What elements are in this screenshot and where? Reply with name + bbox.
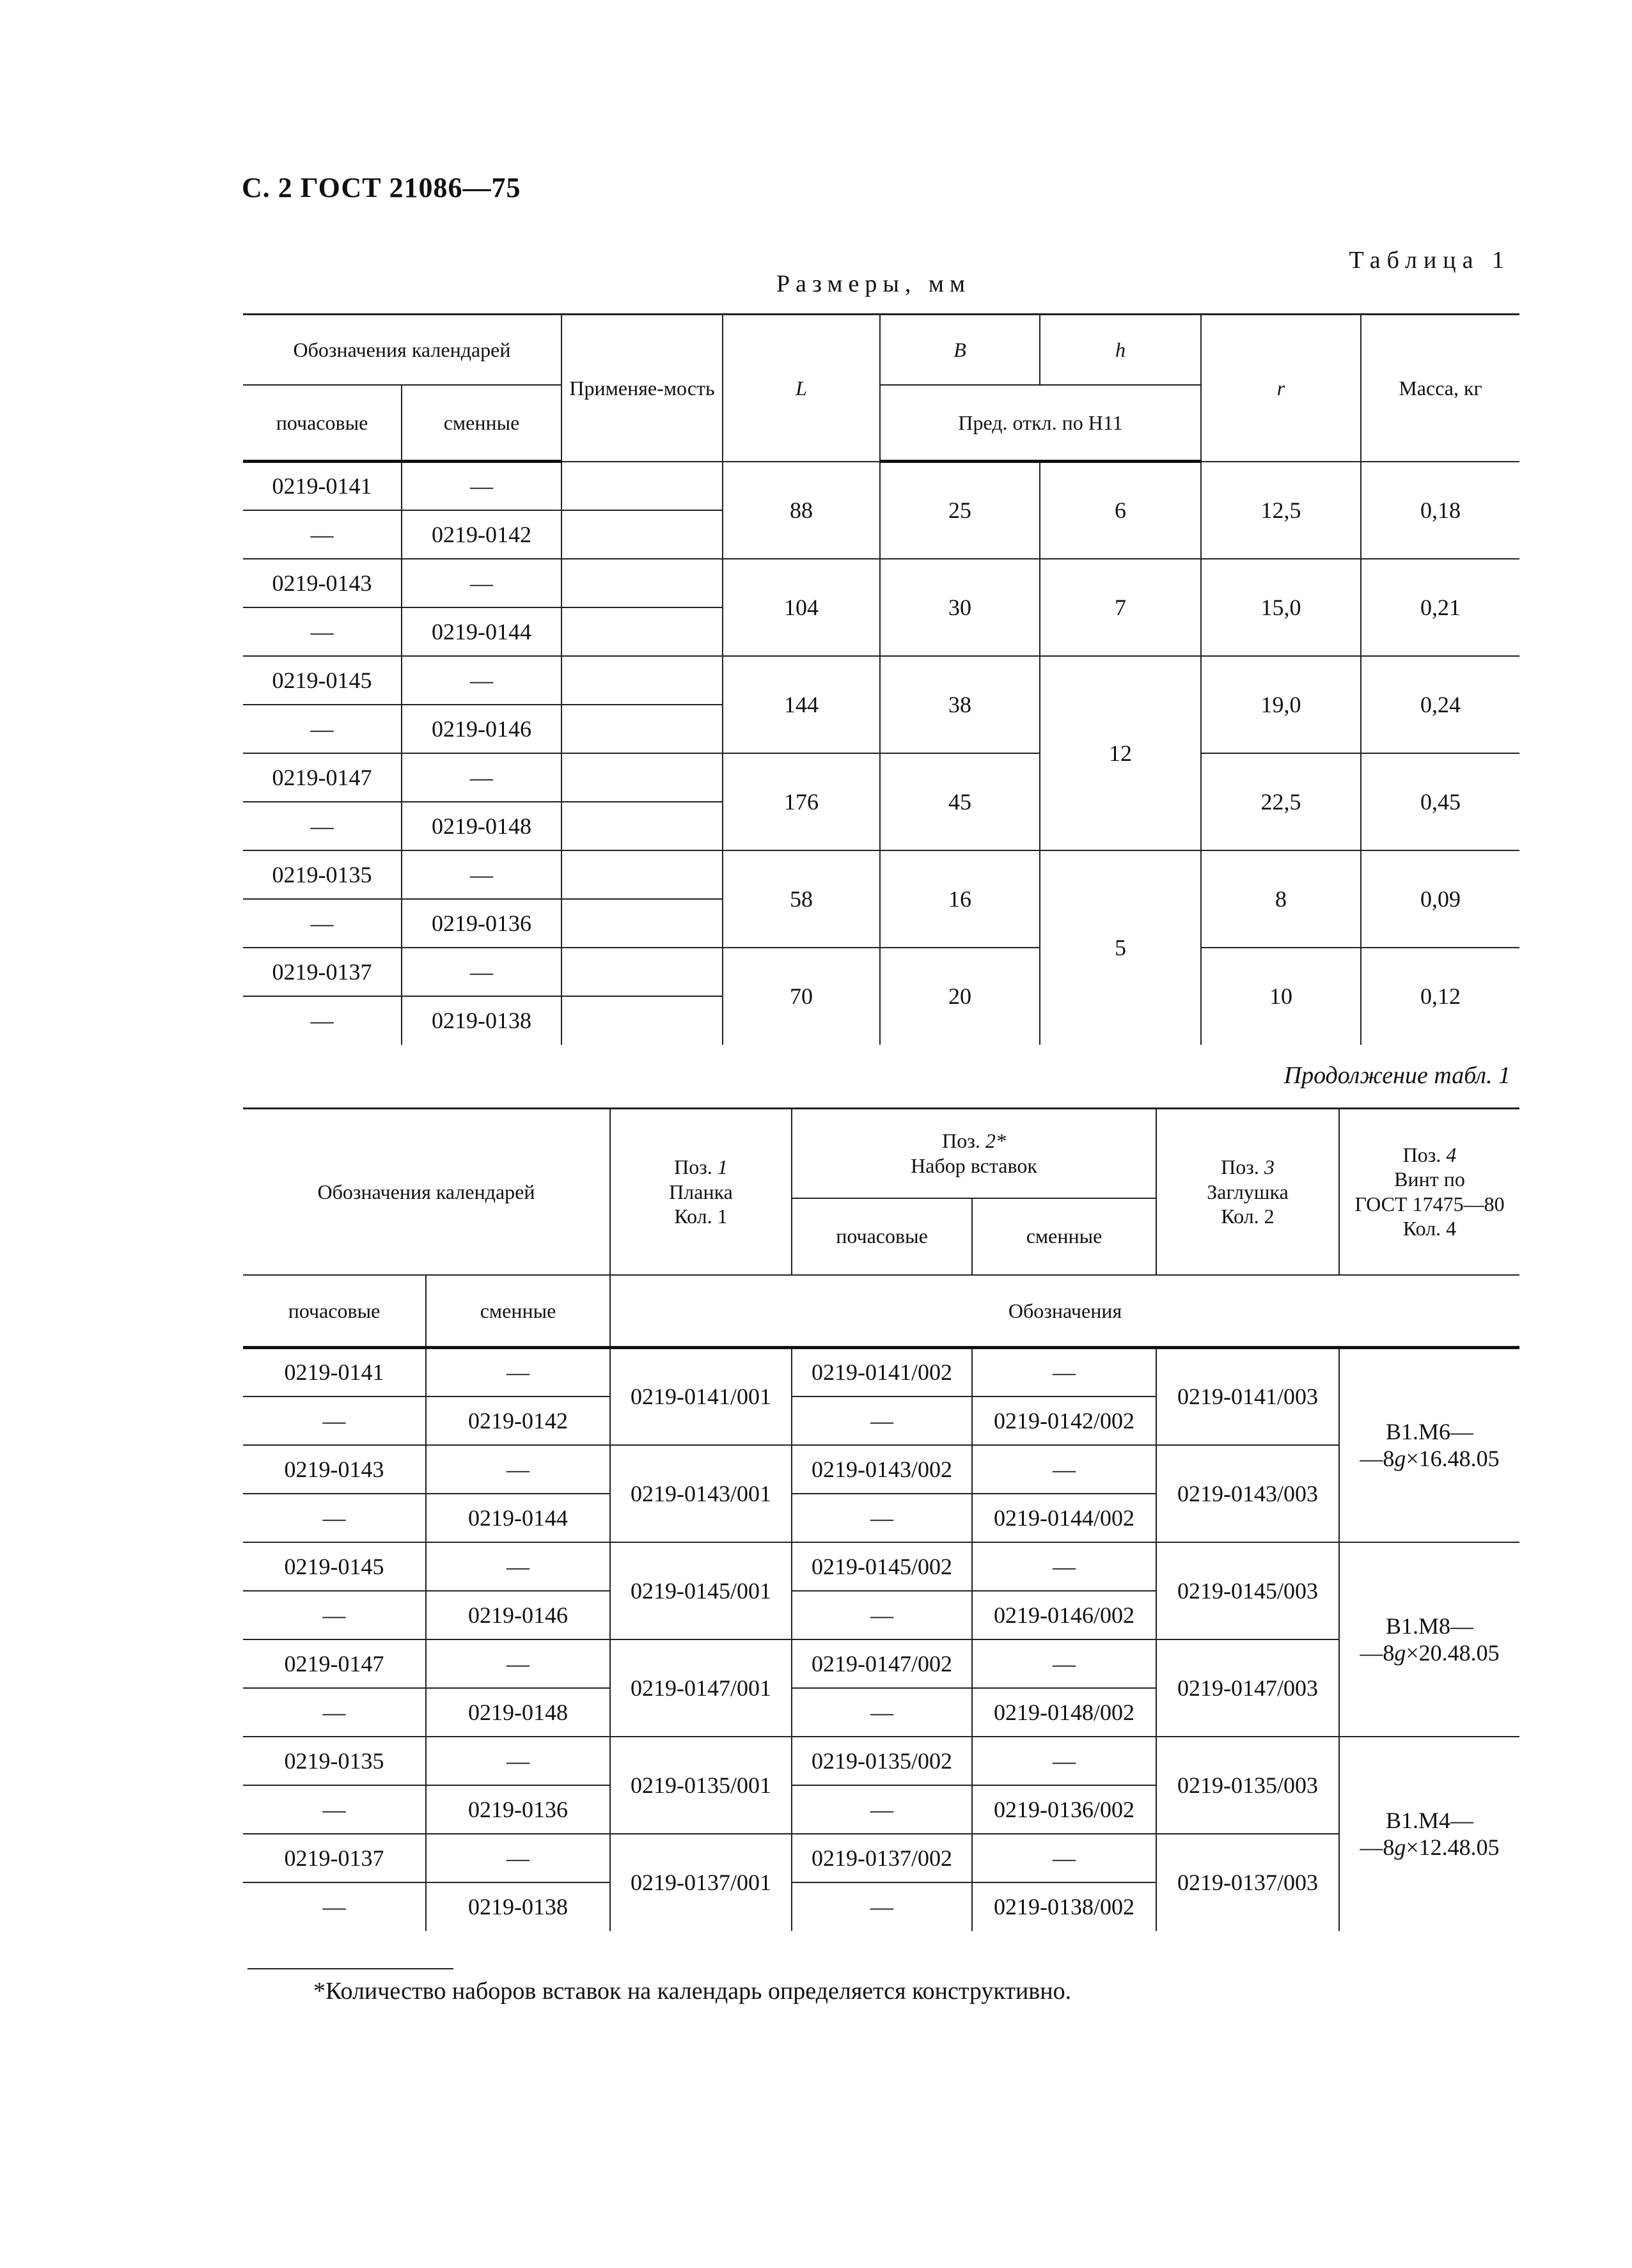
header-pos3 — [1156, 1109, 1339, 1275]
page-header: С. 2 ГОСТ 21086—75 — [242, 172, 521, 203]
pos4-line2: —8g×12.48.05 — [1360, 1834, 1500, 1860]
cell-hourly: 0219-0143 — [243, 559, 402, 607]
cell-applicability — [561, 510, 723, 559]
cell-hourly: — — [243, 1591, 426, 1639]
cell-r: 8 — [1201, 850, 1361, 948]
cell-pos2-replaceable: 0219-0142/002 — [972, 1396, 1156, 1445]
cell-replaceable: — — [402, 559, 561, 607]
header-mass: Масса, кг — [1361, 315, 1519, 462]
cell-hourly: 0219-0143 — [243, 1445, 426, 1494]
cell-pos2-hourly: 0219-0147/002 — [792, 1639, 972, 1688]
cell-pos3: 0219-0147/003 — [1156, 1639, 1339, 1737]
pos1-qty: Кол. 1 — [674, 1204, 728, 1228]
cell-pos2-hourly: — — [792, 1591, 972, 1639]
continuation-label: Продолжение табл. 1 — [1283, 1062, 1510, 1089]
header-pos2-replaceable: сменные — [972, 1198, 1156, 1275]
cell-mass: 0,24 — [1361, 656, 1519, 753]
cell-replaceable: — — [402, 948, 561, 996]
cell-pos2-replaceable: — — [972, 1639, 1156, 1688]
cell-L: 58 — [723, 850, 880, 948]
header-hourly: почасовые — [243, 1275, 426, 1348]
cell-hourly: 0219-0137 — [243, 948, 402, 996]
cell-mass: 0,21 — [1361, 559, 1519, 656]
pos3-name: Заглушка — [1207, 1180, 1289, 1203]
cell-B: 45 — [880, 753, 1040, 850]
pos4-line1: B1.M4— — [1386, 1808, 1474, 1833]
pos1-name: Планка — [669, 1180, 733, 1203]
cell-applicability — [561, 802, 723, 850]
header-pos2 — [792, 1109, 1156, 1198]
cell-pos4 — [1339, 1348, 1519, 1542]
cell-L: 88 — [723, 462, 880, 559]
pos2-number: 2* — [985, 1129, 1006, 1153]
header-L: L — [723, 315, 880, 462]
header-designations: Обозначения календарей — [243, 315, 561, 385]
cell-hourly: — — [243, 1688, 426, 1737]
cell-hourly: — — [243, 899, 402, 948]
cell-applicability — [561, 850, 723, 899]
cell-replaceable: — — [426, 1348, 610, 1396]
pos4-line2: —8g×20.48.05 — [1360, 1639, 1500, 1666]
cell-hourly: 0219-0137 — [243, 1834, 426, 1882]
cell-applicability — [561, 656, 723, 705]
cell-applicability — [561, 607, 723, 656]
cell-L: 70 — [723, 948, 880, 1045]
cell-hourly: 0219-0145 — [243, 1542, 426, 1591]
header-r: r — [1201, 315, 1361, 462]
cell-replaceable: 0219-0144 — [402, 607, 561, 656]
cell-r: 19,0 — [1201, 656, 1361, 753]
cell-hourly: — — [243, 607, 402, 656]
header-replaceable: сменные — [426, 1275, 610, 1348]
cell-r: 10 — [1201, 948, 1361, 1045]
cell-replaceable: 0219-0144 — [426, 1494, 610, 1542]
cell-pos1: 0219-0135/001 — [610, 1737, 792, 1834]
cell-pos2-hourly: — — [792, 1688, 972, 1737]
pos4-line1: B1.M6— — [1386, 1419, 1474, 1445]
table-label: Таблица 1 — [1349, 247, 1510, 274]
header-pos4 — [1339, 1109, 1519, 1275]
cell-replaceable: — — [426, 1542, 610, 1591]
cell-B: 30 — [880, 559, 1040, 656]
cell-applicability — [561, 462, 723, 510]
pos2-title: Поз. — [942, 1129, 980, 1153]
cell-pos2-hourly: — — [792, 1396, 972, 1445]
pos3-number: 3 — [1264, 1155, 1275, 1179]
footnote-divider — [247, 1968, 453, 1969]
cell-pos3: 0219-0135/003 — [1156, 1737, 1339, 1834]
footnote: *Количество наборов вставок на календарь определяется конструктивно. — [313, 1978, 1072, 2005]
cell-replaceable: 0219-0148 — [426, 1688, 610, 1737]
header-tolerance: Пред. откл. по H11 — [880, 385, 1201, 462]
cell-hourly: 0219-0141 — [243, 462, 402, 510]
header-pos1 — [610, 1109, 792, 1275]
cell-r: 15,0 — [1201, 559, 1361, 656]
header-hourly: почасовые — [243, 385, 402, 462]
cell-pos4 — [1339, 1737, 1519, 1931]
cell-applicability — [561, 899, 723, 948]
cell-pos2-replaceable: 0219-0146/002 — [972, 1591, 1156, 1639]
cell-r: 12,5 — [1201, 462, 1361, 559]
cell-replaceable: — — [426, 1834, 610, 1882]
cell-pos3: 0219-0143/003 — [1156, 1445, 1339, 1542]
cell-pos1: 0219-0137/001 — [610, 1834, 792, 1931]
cell-hourly: 0219-0141 — [243, 1348, 426, 1396]
cell-mass: 0,12 — [1361, 948, 1519, 1045]
cell-pos4 — [1339, 1542, 1519, 1737]
cell-pos2-hourly: — — [792, 1494, 972, 1542]
cell-replaceable: 0219-0136 — [402, 899, 561, 948]
cell-hourly: — — [243, 802, 402, 850]
pos3-title: Поз. — [1221, 1155, 1259, 1179]
pos4-line2: —8g×16.48.05 — [1360, 1446, 1500, 1472]
pos4-title: Поз. — [1402, 1143, 1441, 1166]
composition-table — [243, 1107, 1519, 1931]
cell-pos2-hourly: — — [792, 1785, 972, 1834]
dimensions-table — [243, 313, 1519, 1045]
cell-pos2-hourly: — — [792, 1882, 972, 1931]
cell-mass: 0,45 — [1361, 753, 1519, 850]
cell-hourly: — — [243, 996, 402, 1045]
cell-hourly: 0219-0135 — [243, 850, 402, 899]
cell-applicability — [561, 559, 723, 607]
cell-pos1: 0219-0141/001 — [610, 1348, 792, 1445]
cell-h: 12 — [1040, 656, 1201, 850]
cell-B: 16 — [880, 850, 1040, 948]
cell-pos2-hourly: 0219-0135/002 — [792, 1737, 972, 1785]
cell-pos2-replaceable: 0219-0136/002 — [972, 1785, 1156, 1834]
cell-r: 22,5 — [1201, 753, 1361, 850]
header-replaceable: сменные — [402, 385, 561, 462]
cell-pos2-hourly: 0219-0141/002 — [792, 1348, 972, 1396]
cell-replaceable: — — [402, 753, 561, 802]
cell-pos2-replaceable: — — [972, 1834, 1156, 1882]
cell-pos2-replaceable: 0219-0148/002 — [972, 1688, 1156, 1737]
header-designations: Обозначения календарей — [243, 1109, 610, 1275]
cell-replaceable: 0219-0142 — [426, 1396, 610, 1445]
pos2-name: Набор вставок — [911, 1154, 1037, 1177]
cell-hourly: — — [243, 1396, 426, 1445]
cell-h: 5 — [1040, 850, 1201, 1045]
cell-pos3: 0219-0137/003 — [1156, 1834, 1339, 1931]
header-B: B — [880, 315, 1040, 385]
cell-replaceable: 0219-0142 — [402, 510, 561, 559]
cell-replaceable: — — [426, 1639, 610, 1688]
cell-h: 6 — [1040, 462, 1201, 559]
header-h: h — [1040, 315, 1201, 385]
cell-replaceable: 0219-0138 — [426, 1882, 610, 1931]
cell-pos2-replaceable: — — [972, 1737, 1156, 1785]
cell-pos3: 0219-0141/003 — [1156, 1348, 1339, 1445]
cell-replaceable: — — [426, 1445, 610, 1494]
cell-pos1: 0219-0145/001 — [610, 1542, 792, 1639]
cell-hourly: 0219-0147 — [243, 1639, 426, 1688]
cell-replaceable: — — [402, 462, 561, 510]
cell-applicability — [561, 996, 723, 1045]
cell-pos1: 0219-0143/001 — [610, 1445, 792, 1542]
pos1-title: Поз. — [674, 1155, 712, 1179]
cell-h: 7 — [1040, 559, 1201, 656]
cell-pos3: 0219-0145/003 — [1156, 1542, 1339, 1639]
cell-pos2-hourly: 0219-0137/002 — [792, 1834, 972, 1882]
cell-hourly: 0219-0147 — [243, 753, 402, 802]
cell-pos1: 0219-0147/001 — [610, 1639, 792, 1737]
cell-pos2-replaceable: — — [972, 1445, 1156, 1494]
cell-replaceable: 0219-0148 — [402, 802, 561, 850]
pos1-number: 1 — [717, 1155, 728, 1179]
cell-replaceable: — — [402, 656, 561, 705]
cell-mass: 0,09 — [1361, 850, 1519, 948]
cell-hourly: — — [243, 705, 402, 753]
pos4-qty: Кол. 4 — [1402, 1217, 1457, 1240]
pos4-name: Винт по — [1394, 1168, 1465, 1191]
header-designations-short: Обозначения — [610, 1275, 1519, 1348]
cell-replaceable: 0219-0136 — [426, 1785, 610, 1834]
cell-replaceable: — — [402, 850, 561, 899]
cell-replaceable: 0219-0146 — [426, 1591, 610, 1639]
cell-replaceable: 0219-0138 — [402, 996, 561, 1045]
pos4-line1: B1.M8— — [1386, 1613, 1474, 1639]
cell-pos2-hourly: 0219-0145/002 — [792, 1542, 972, 1591]
cell-pos2-replaceable: — — [972, 1348, 1156, 1396]
cell-hourly: — — [243, 1494, 426, 1542]
cell-hourly: — — [243, 1785, 426, 1834]
dimensions-label: Размеры, мм — [776, 270, 971, 297]
header-pos2-hourly: почасовые — [792, 1198, 972, 1275]
cell-pos2-replaceable: 0219-0144/002 — [972, 1494, 1156, 1542]
cell-applicability — [561, 753, 723, 802]
cell-B: 20 — [880, 948, 1040, 1045]
cell-replaceable: 0219-0146 — [402, 705, 561, 753]
cell-pos2-replaceable: — — [972, 1542, 1156, 1591]
header-applicability: Применяе-мость — [561, 315, 723, 462]
pos4-number: 4 — [1446, 1143, 1457, 1166]
cell-hourly: 0219-0135 — [243, 1737, 426, 1785]
cell-L: 176 — [723, 753, 880, 850]
cell-pos2-replaceable: 0219-0138/002 — [972, 1882, 1156, 1931]
cell-L: 144 — [723, 656, 880, 753]
cell-B: 25 — [880, 462, 1040, 559]
pos4-standard: ГОСТ 17475—80 — [1354, 1192, 1505, 1216]
cell-hourly: — — [243, 510, 402, 559]
cell-pos2-hourly: 0219-0143/002 — [792, 1445, 972, 1494]
cell-replaceable: — — [426, 1737, 610, 1785]
cell-applicability — [561, 948, 723, 996]
cell-mass: 0,18 — [1361, 462, 1519, 559]
cell-L: 104 — [723, 559, 880, 656]
cell-applicability — [561, 705, 723, 753]
pos3-qty: Кол. 2 — [1221, 1204, 1275, 1228]
cell-hourly: — — [243, 1882, 426, 1931]
cell-B: 38 — [880, 656, 1040, 753]
cell-hourly: 0219-0145 — [243, 656, 402, 705]
